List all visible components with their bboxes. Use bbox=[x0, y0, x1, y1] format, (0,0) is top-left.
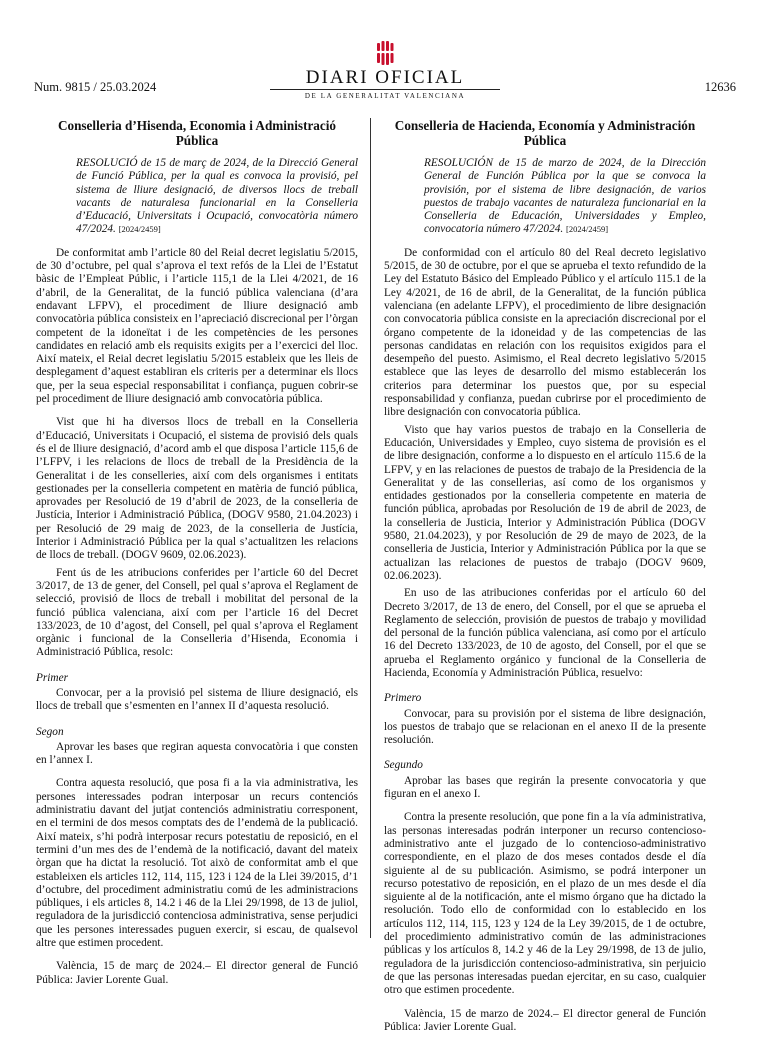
section-text-first: Convocar, per a la provisió pel sistema de lliure designació, els llocs de treball que s’esmenten en l’annex II d’aquesta resolució. bbox=[36, 686, 358, 713]
paragraph: Vist que hi ha diversos llocs de treball en la Conselleria d’Educació, Universitats i Ocupació, el sistema de provisió dels quals és el de lliure designació, d’acord amb el que disposa l’article 115,6 de l’LFPV, i les relacions de llocs de treball de la Presidència de la Generalitat i de les conselleries, així com dels organismes i entitats gestionades per la conselleria competent en matèria de funció pública, aprovades per Resolució de 19 d’abril de 2023, de la conselleria de Justícia, Interior i Administració Pública, (DOGV 9580, 21.04.2023) i per Resolució de 29 maig de 2023, de la conselleria de Justícia, Interior i Administració Pública per la qual s’actualitzen les relacions de llocs de treball. (DOGV 9609, 02.06.2023). bbox=[36, 416, 358, 562]
paragraph: En uso de las atribuciones conferidas por el artículo 60 del Decreto 3/2017, de 13 de enero, del Consell, por el que se aprueba el Reglamento de selección, provisión de puestos de trabajo y movilidad del personal de la función pública valenciana, así como por el artículo 16 del Decreto 133/2023, de 10 de agosto, del Consell, por el que se aprueba el Reglamento orgánico y funcional de la Conselleria de Hacienda, Economía y Administración Pública, resuelvo: bbox=[384, 587, 706, 679]
signature: València, 15 de marzo de 2024.– El director general de Función Pública: Javier Lorente Gual. bbox=[384, 1007, 706, 1033]
signature: València, 15 de març de 2024.– El director general de Funció Pública: Javier Lorente Gual. bbox=[36, 960, 358, 986]
page-number: 12636 bbox=[704, 80, 736, 94]
column-valencian bbox=[36, 118, 358, 991]
resolution-title-text: RESOLUCIÓ de 15 de març de 2024, de la Direcció General de Funció Pública, per la qual es convoca la provisió, pel sistema de lliure designació, de diversos llocs de treball vacants de naturalesa funcionarial en la Conselleria d’Educació, Universitats i Ocupació, convocatòria número 47/2024. bbox=[76, 157, 358, 236]
resolution-title bbox=[36, 157, 358, 237]
page-header bbox=[30, 40, 740, 100]
section-heading-first: Primer bbox=[36, 671, 69, 684]
logo-subtitle: DE LA GENERALITAT VALENCIANA bbox=[270, 89, 500, 100]
paragraph: De conformidad con el artículo 80 del Real decreto legislativo 5/2015, de 30 de octubre, por el que se aprueba el texto refundido de la Ley del Estatuto Básico del Empleado Público y el artículo 115.1 de la Ley 4/2021, de 16 de abril, de la Generalitat, de la función pública valenciana (en adelante LFPV), el procedimiento de libre designación con convocatoria pública consiste en la apreciación discrecional por el órgano competente de la idoneidad y de las competencias de las personas candidatas en relación con los requisitos exigidos para el desempeño del puesto. Asimismo, el Real decreto legislativo 5/2015 establece que las leyes de desarrollo del mismo establecerán los criterios para determinar los puestos que, por su especial responsabilidad y confianza, puedan cubrirse por el procedimiento de libre designación con convocatoria pública. bbox=[384, 246, 706, 419]
section-heading-second: Segundo bbox=[384, 759, 423, 772]
resolution-title bbox=[384, 157, 706, 237]
department-title: Conselleria de Hacienda, Economía y Administración Pública bbox=[394, 118, 696, 148]
coat-of-arms-icon bbox=[372, 40, 398, 68]
dogv-logo bbox=[270, 40, 500, 100]
resolution-ref: [2024/2459] bbox=[118, 224, 161, 235]
appeal-paragraph: Contra aquesta resolució, que posa fi a la via administrativa, les persones interessades podran interposar un recurs contenciós administratiu davant del jutjat contenciós administratiu corresponent, en el termini de dos mesos comptats des de l’endemà de la publicació. Així mateix, s’hi podrà interposar recurs potestatiu de reposició, en el termini d’un mes des de l’endemà de la notificació, davant del mateix òrgan que ha dictat la resolució. Tot això de conformitat amb el que estableixen els articles 112, 114, 115, 123 i 124 de la Llei 39/2015, d’1 d’octubre, del procediment administratiu comú de les administracions públiques, i els articles 8, 14.2 i 46 de la Llei 29/1998, de 13 de juliol, reguladora de la jurisdicció contenciosa administrativa, sense perjudici que les persones interessades puguen exercir, si escau, de qualsevol altre que estimen procedent. bbox=[36, 777, 358, 950]
resolution-ref: [2024/2459] bbox=[566, 224, 609, 235]
section-text-second: Aprovar les bases que regiran aquesta convocatòria i que consten en l’annex I. bbox=[36, 740, 358, 767]
column-divider bbox=[370, 118, 371, 938]
issue-number-date: Num. 9815 / 25.03.2024 bbox=[34, 80, 157, 94]
resolution-title-text: RESOLUCIÓN de 15 de marzo de 2024, de la Dirección General de Función Pública por la que se convoca la provisión, por el sistema de libre designación, de varios puestos de trabajo vacantes de naturaleza funcionarial en la Conselleria de Educación, Universidades y Empleo, convocatoria número 47/2024. bbox=[424, 157, 706, 236]
section-heading-first: Primero bbox=[384, 692, 422, 705]
appeal-paragraph: Contra la presente resolución, que pone fin a la vía administrativa, las personas interesadas podrán interponer un recurso contencioso-administrativo ante el juzgado de lo contencioso-administrativo correspondiente, en el plazo de dos meses contados desde el día siguiente al de su publicación. Asimismo, se podrá interponer un recurso potestativo de reposición, en el plazo de un mes desde el día siguiente al de la notificación, ante el mismo órgano que ha dictado la resolución. Todo ello de conformidad con lo establecido en los artículos 112, 114, 115, 123 y 124 de la Ley 39/2015, de 1 de octubre, del procedimiento administrativo común de las administraciones públicas y los artículos 8, 14.2 y 46 de la Ley 29/1998, de 13 de julio, reguladora de la jurisdicción contencioso-administrativa, sin perjuicio de que las personas interesadas puedan ejercitar, en su caso, cualquier otro que estimen procedente. bbox=[384, 811, 706, 997]
logo-title: DIARI OFICIAL bbox=[305, 67, 465, 88]
section-text-first: Convocar, para su provisión por el sistema de libre designación, los puestos de trabajo que se relacionan en el anexo II de la presente resolución. bbox=[384, 707, 706, 747]
section-heading-second: Segon bbox=[36, 725, 64, 738]
paragraph: Fent ús de les atribucions conferides per l’article 60 del Decret 3/2017, de 13 de gener, del Consell, pel qual s’aprova el Reglament de selecció, provisió de llocs de treball i mobilitat del personal de la funció pública valenciana, així com per l’article 16 del Decret 133/2023, de 10 d’agost, del Consell, pel qual s’aprova el Reglament orgànic i funcional de la Conselleria d’Hisenda, Economia i Administració Pública, resolc: bbox=[36, 566, 358, 659]
column-spanish bbox=[384, 118, 706, 1038]
department-title: Conselleria d’Hisenda, Economia i Administració Pública bbox=[57, 118, 337, 148]
paragraph: Visto que hay varios puestos de trabajo en la Conselleria de Educación, Universidades y Empleo, cuyo sistema de provisión es el de libre designación, conforme a lo dispuesto en el artículo 115.6 de la LFPV, y en las relaciones de puestos de trabajo de la Presidencia de la Generalitat y de las consellerias, así como de los organismos y entidades gestionados por la conselleria competente en materia de función pública, aprobadas por Resolución de 19 de abril de 2023, de la conselleria de Justicia, Interior y Administración Pública (DOGV 9580, 21.04.2023), y por Resolución de 29 de mayo de 2023, de la conselleria de Justicia, Interior y Administración Pública por la que se actualizan las relaciones de puestos de trabajo (DOGV 9609, 02.06.2023). bbox=[384, 423, 706, 582]
paragraph: De conformitat amb l’article 80 del Reial decret legislatiu 5/2015, de 30 d’octubre, pel qual s’aprova el text refós de la Llei de l’Estatut bàsic de l’Empleat Públic, i l’article 115,1 de la Llei 4/2021, de 16 d’abril, de la Generalitat, de la funció pública valenciana (d’ara endavant LFPV), el procediment de lliure designació amb convocatòria pública consisteix en l’apreciació discrecional per l’òrgan competent de la idoneïtat i de les competències de les persones candidates en relació amb els requisits exigits per a l’exercici del lloc. Així mateix, el Reial decret legislatiu 5/2015 estableix que les lleis de desplegament d’aquest establiran els criteris per a determinar els llocs que, per la seua especial responsabilitat i confiança, puguen cobrir-se pel procediment de lliure designació amb convocatòria pública. bbox=[36, 246, 358, 406]
section-text-second: Aprobar las bases que regirán la presente convocatoria y que figuran en el anexo I. bbox=[384, 774, 706, 801]
